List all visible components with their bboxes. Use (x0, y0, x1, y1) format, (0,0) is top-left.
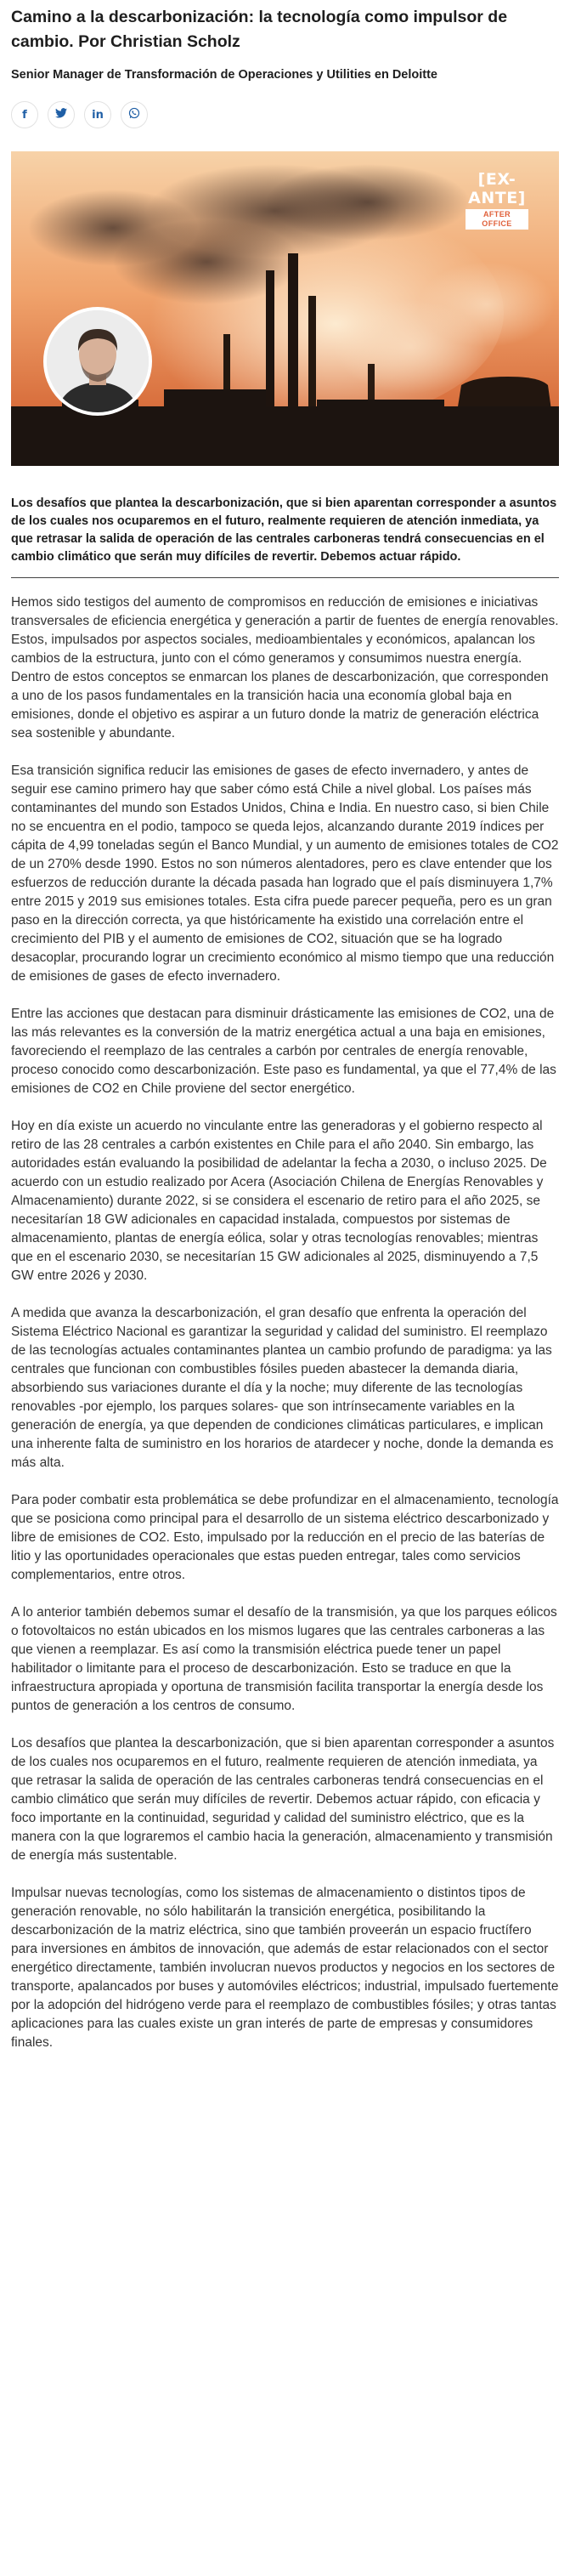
facebook-share-button[interactable] (11, 101, 38, 128)
body-paragraph: A lo anterior también debemos sumar el desafío de la transmisión, ya que los parques eólicos o fotovoltaicos no están ubicados en los mismos lugares que las centrales carboneras a las que vienen a reemplazar. Es así como la transmisión eléctrica puede tener un papel habilitador o limitante para el proceso de descarbonización. Esto se traduce en que la infraestructura apropiada y oportuna de transmisión facilita transportar la energía desde los puntos de generación a los centros de consumo. (11, 1605, 557, 1713)
author-portrait (47, 310, 149, 412)
body-paragraph: Hemos sido testigos del aumento de compromisos en reducción de emisiones e iniciativas transversales de eficiencia energética y generación a partir de fuentes de energía renovables. Estos, impulsados por aspectos sociales, medioambientales y económicos, apalancan los cambios de la estructura, junto con el cómo generamos y consumimos nuestra energía. Dentro de estos conceptos se enmarcan los planes de descarbonización, que corresponden a uno de los pasos fundamentales en la transición hacia una economía global baja en emisiones, donde el objetivo es aspirar a un futuro donde la matriz de generación eléctrica sea sostenible y abundante. (11, 595, 559, 740)
article-body (11, 593, 559, 2052)
article-title: Camino a la descarbonización: la tecnología como impulsor de cambio. Por Christian Scholz (11, 8, 508, 51)
whatsapp-share-button[interactable] (121, 101, 148, 128)
linkedin-share-button[interactable] (84, 101, 111, 128)
body-paragraph: Impulsar nuevas tecnologías, como los sistemas de almacenamiento o distintos tipos de generación renovable, no sólo habilitarán la transición energética, posibilitando la descarbonización de la matriz eléctrica, sino que también proveerán un espacio fructífero para inversiones en ámbitos de innovación, que además de estar relacionados con el sector energético directamente, también involucran nuevos productos y negocios en los sectores de transporte, apalancados por buses y automóviles eléctricos; industrial, impulsado fuertemente por la adopción del hidrógeno verde para el reemplazo de combustibles fósiles; y otras tantas aplicaciones para las cuales existe un gran interés de parte de empresas y consumidores finales. (11, 1886, 559, 2050)
linkedin-icon: in (92, 108, 104, 122)
twitter-icon (55, 108, 67, 122)
body-paragraph: Esa transición significa reducir las emisiones de gases de efecto invernadero, y antes de seguir ese camino primero hay que saber cómo está Chile a nivel global. Los países más contaminantes del mundo son Estados Unidos, China e India. En nuestro caso, si bien Chile no se encuentra en el podio, tampoco se queda lejos, alcanzando durante 2019 índices per cápita de 4,99 toneladas según el Banco Mundial, y un aumento de emisiones totales de CO2 de un 270% desde 1990. Estos no son números alentadores, pero es clave entender que los esfuerzos de reducción durante la década pasada han logrado que el país disminuyera 1,7% entre 2015 y 2019 sus emisiones totales. Esta cifra puede parecer pequeña, pero es un gran paso en la dirección correcta, ya que históricamente ha existido una correlación entre el crecimiento del PIB y el aumento de emisiones de CO2, situación que se ha logrado desacoplar, procurando lograr un crecimiento económico al mismo tiempo que una reducción de emisiones de gases de efecto invernadero. (11, 763, 559, 984)
facebook-icon: f (22, 108, 27, 122)
body-paragraph: Hoy en día existe un acuerdo no vinculante entre las generadoras y el gobierno respecto al retiro de las 28 centrales a carbón existentes en Chile para el año 2040. Sin embargo, las autoridades están evaluando la posibilidad de adelantar la fecha a 2030, o incluso 2025. De acuerdo con un estudio realizado por Acera (Asociación Chilena de Energías Renovables y Almacenamiento) durante 2022, si se considera el escenario de retiro para el año 2025, se necesitarían 18 GW adicionales en capacidad instalada, compuestos por sistemas de almacenamiento, plantas de energía eólica, solar y otras tecnologías renovables; mientras que en el escenario 2030, se necesitarían 15 GW adicionales al 2025, disminuyendo a 7,5 GW entre 2026 y 2030. (11, 1119, 547, 1283)
twitter-share-button[interactable] (48, 101, 75, 128)
brand-subtitle: AFTER OFFICE (466, 209, 528, 230)
brand-logo (466, 170, 528, 230)
body-paragraph: A medida que avanza la descarbonización, el gran desafío que enfrenta la operación del Sistema Eléctrico Nacional es garantizar la seguridad y calidad del suministro. El reemplazo de las tecnologías actuales contaminantes plantea un cambio profundo de paradigma: ya las centrales que funcionan con combustibles fósiles pueden abastecer la demanda diaria, absorbiendo sus variaciones durante el día y la noche; muy diferente de las tecnologías renovables -por ejemplo, los parques solares- que son intrínsecamente variables en la generación de energía, ya que dependen de condiciones climáticas particulares, e implican una inherente falta de suministro en los horarios de atardecer y noche, donde la demanda es más alta. (11, 1306, 554, 1470)
share-bar (11, 101, 559, 128)
body-paragraph: Entre las acciones que destacan para disminuir drásticamente las emisiones de CO2, una de las más relevantes es la conversión de la matriz energética actual a una baja en emisiones, favoreciendo el reemplazo de las centrales a carbón por centrales de energía renovable, proceso conocido como descarbonización. Este paso es fundamental, ya que el 77,4% de las emisiones de CO2 en Chile proviene del sector energético. (11, 1007, 556, 1096)
whatsapp-icon (128, 107, 140, 122)
author-avatar (43, 307, 152, 416)
article-lead: Los desafíos que plantea la descarbonización, que si bien aparentan corresponder a asuntos de los cuales nos ocuparemos en el futuro, realmente requieren de atención inmediata, ya que retrasar la salida de operación de las centrales carboneras tendrá consecuencias en el cambio climático que serán muy difíciles de revertir. Debemos actuar rápido. (11, 495, 559, 578)
brand-name: [EX-ANTE] (468, 170, 526, 207)
body-paragraph: Para poder combatir esta problemática se debe profundizar en el almacenamiento, tecnología que se posiciona como principal para el desarrollo de un sistema eléctrico descarbonizado y libre de emisiones de CO2. Esto, impulsado por la reducción en el precio de las baterías de litio y las oportunidades operacionales que estas pueden entregar, tales como servicios complementarios, entre otros. (11, 1493, 559, 1582)
body-paragraph: Los desafíos que plantea la descarbonización, que si bien aparentan corresponder a asuntos de los cuales nos ocuparemos en el futuro, realmente requieren de atención inmediata, ya que retrasar la salida de operación de las centrales carboneras tendrá consecuencias en el cambio climático que serán muy difíciles de revertir. Debemos actuar rápido, con eficacia y foco importante en la continuidad, seguridad y calidad del suministro eléctrico, que es la manera con la que lograremos el cambio hacia la generación, almacenamiento y transmisión de energía más sustentable. (11, 1736, 555, 1863)
author-byline: Senior Manager de Transformación de Operaciones y Utilities en Deloitte (11, 68, 437, 82)
hero-image (11, 151, 559, 466)
